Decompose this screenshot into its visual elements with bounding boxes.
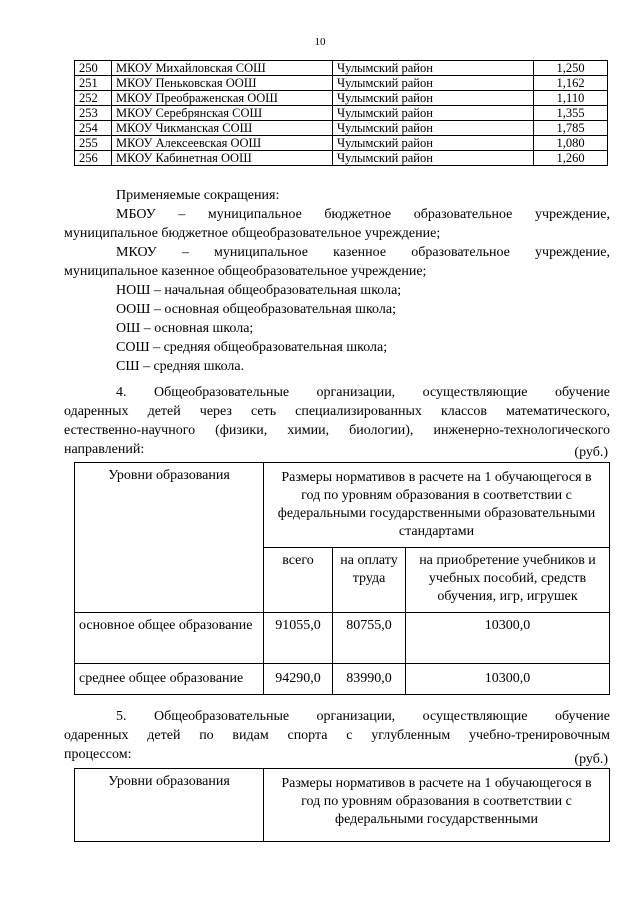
school-name: МКОУ Алексеевская ООШ [112, 136, 333, 151]
table-row [75, 664, 610, 695]
coefficient-value: 1,162 [534, 76, 608, 91]
school-name: МКОУ Преображенская ООШ [112, 91, 333, 106]
district-name: Чулымский район [333, 76, 534, 91]
section4-line3: естественно-научного (физики, химии, биологии), инженерно-технологического [64, 423, 610, 438]
coefficient-value: 1,785 [534, 121, 608, 136]
row-total: 94290,0 [264, 664, 333, 695]
row-number: 254 [75, 121, 112, 136]
row-level: среднее общее образование [75, 664, 264, 695]
district-name: Чулымский район [333, 91, 534, 106]
school-name: МКОУ Кабинетная ООШ [112, 151, 333, 166]
school-name: МКОУ Пеньковская ООШ [112, 76, 333, 91]
coefficient-value: 1,080 [534, 136, 608, 151]
row-number: 256 [75, 151, 112, 166]
section4-line1: 4. Общеобразовательные организации, осуществляющие обучение [116, 385, 610, 400]
row-level: основное общее образование [75, 613, 264, 664]
abbr-mkou-line1: МКОУ – муниципальное казенное образовательное учреждение, [116, 245, 610, 260]
table-row [75, 76, 608, 91]
section5-table [74, 768, 610, 842]
district-name: Чулымский район [333, 136, 534, 151]
section5-unit: (руб.) [574, 752, 608, 767]
row-pay: 80755,0 [333, 613, 406, 664]
section4-table [74, 462, 610, 695]
coefficient-value: 1,250 [534, 61, 608, 76]
row-number: 250 [75, 61, 112, 76]
header-norm: Размеры нормативов в расчете на 1 обучающегося в год по уровням образования в соответствии с федеральными государственными образовательными стандартами [264, 463, 610, 548]
row-number: 253 [75, 106, 112, 121]
header-level: Уровни образования [75, 769, 264, 842]
school-name: МКОУ Михайловская СОШ [112, 61, 333, 76]
abbr-item: ООШ – основная общеобразовательная школа; [116, 302, 396, 317]
section4-line2: одаренных детей через сеть специализированных классов математического, [64, 404, 610, 419]
district-name: Чулымский район [333, 151, 534, 166]
table-row [75, 106, 608, 121]
row-number: 252 [75, 91, 112, 106]
district-name: Чулымский район [333, 106, 534, 121]
header-books: на приобретение учебников и учебных пособий, средств обучения, игр, игрушек [406, 548, 610, 613]
table-row [75, 121, 608, 136]
row-total: 91055,0 [264, 613, 333, 664]
abbreviations-heading: Применяемые сокращения: [116, 188, 280, 203]
table-row [75, 613, 610, 664]
table-row [75, 91, 608, 106]
header-pay: на оплату труда [333, 548, 406, 613]
coefficient-value: 1,110 [534, 91, 608, 106]
row-pay: 83990,0 [333, 664, 406, 695]
district-name: Чулымский район [333, 121, 534, 136]
abbr-mbou-line1: МБОУ – муниципальное бюджетное образовательное учреждение, [116, 207, 610, 222]
table-row [75, 136, 608, 151]
table-row [75, 151, 608, 166]
section4-line4: направлений: [64, 442, 145, 457]
school-name: МКОУ Чикманская СОШ [112, 121, 333, 136]
school-name: МКОУ Серебрянская СОШ [112, 106, 333, 121]
page-number: 10 [314, 36, 326, 48]
row-number: 255 [75, 136, 112, 151]
section4-unit: (руб.) [574, 445, 608, 460]
abbr-item: СОШ – средняя общеобразовательная школа; [116, 340, 388, 355]
header-level: Уровни образования [75, 463, 264, 613]
header-norm: Размеры нормативов в расчете на 1 обучающегося в год по уровням образования в соответствии с федеральными государственными [264, 769, 610, 842]
row-books: 10300,0 [406, 664, 610, 695]
coefficient-value: 1,260 [534, 151, 608, 166]
abbr-item: СШ – средняя школа. [116, 359, 245, 374]
row-books: 10300,0 [406, 613, 610, 664]
district-name: Чулымский район [333, 61, 534, 76]
header-total: всего [264, 548, 333, 613]
table-row [75, 61, 608, 76]
coefficient-value: 1,355 [534, 106, 608, 121]
abbr-item: ОШ – основная школа; [116, 321, 254, 336]
section5-line2: одаренных детей по видам спорта с углубленным учебно-тренировочным [64, 728, 610, 743]
section5-line3: процессом: [64, 747, 132, 762]
abbr-mbou-line2: муниципальное бюджетное общеобразовательное учреждение; [64, 226, 441, 241]
abbr-item: НОШ – начальная общеобразовательная школа; [116, 283, 402, 298]
section5-line1: 5. Общеобразовательные организации, осуществляющие обучение [116, 709, 610, 724]
row-number: 251 [75, 76, 112, 91]
schools-table [74, 60, 608, 166]
abbr-mkou-line2: муниципальное казенное общеобразовательное учреждение; [64, 264, 427, 279]
